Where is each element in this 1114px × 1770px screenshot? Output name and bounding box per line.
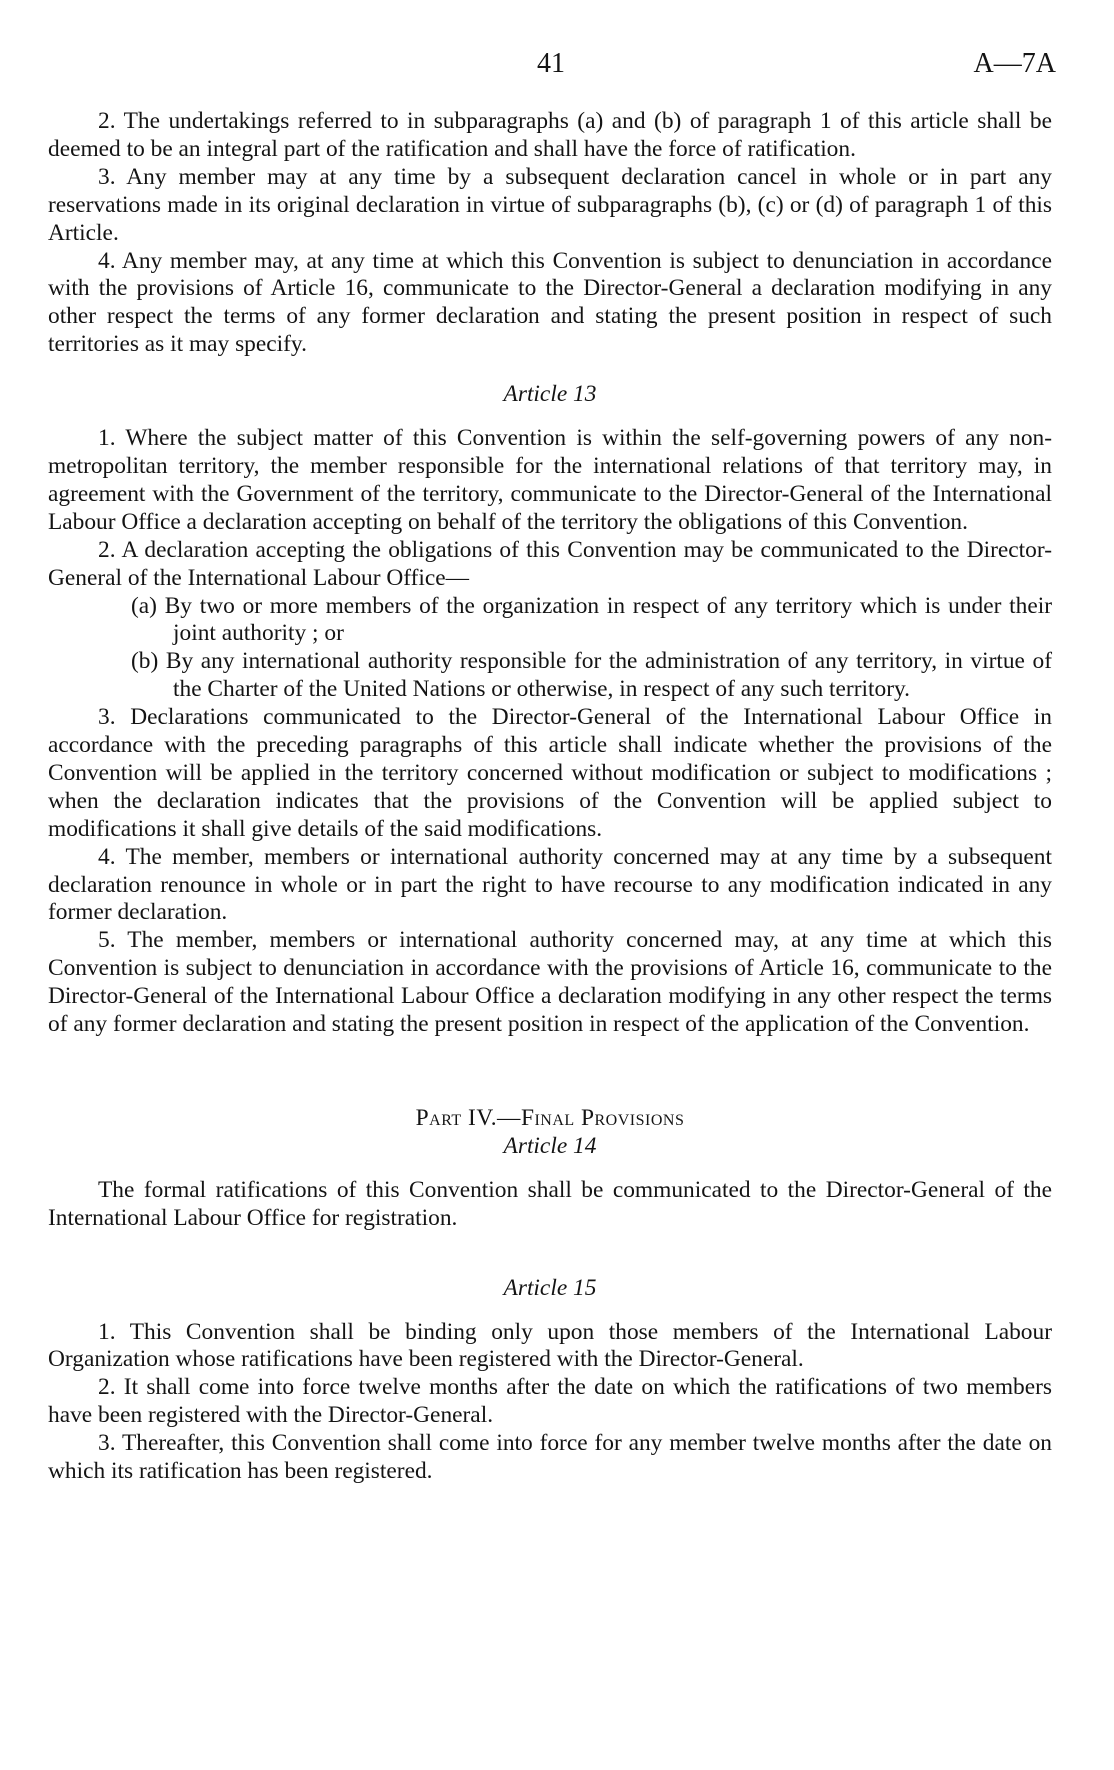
art14-paragraph-1: The formal ratifications of this Convention shall be communicated to the Director-General of the International Labour Office for registration. xyxy=(48,1176,1052,1231)
article-13-heading: Article 13 xyxy=(503,381,597,408)
art13-item-a: (a) By two or more members of the organization in respect of any territory which is under their joint authority ; or xyxy=(131,592,1052,647)
art13-paragraph-1: 1. Where the subject matter of this Convention is within the self-governing powers of any non-metropolitan territory, the member responsible for the international relations of that territory may, in agreement with the Government of the territory, communicate to the Director-General of the International Labour Office a declaration accepting on behalf of the territory the obligations of this Convention. xyxy=(48,425,1052,535)
art13-paragraph-4: 4. The member, members or international authority concerned may at any time by a subsequent declaration renounce in whole or in part the right to have recourse to any modification indicated in any former declaration. xyxy=(48,843,1052,926)
document-body xyxy=(48,108,1052,1486)
article-15-heading: Article 15 xyxy=(503,1274,597,1301)
article-14-heading: Article 14 xyxy=(503,1132,597,1159)
art13-item-b: (b) By any international authority responsible for the administration of any territory, in virtue of the Charter of the United Nations or otherwise, in respect of any such territory. xyxy=(131,648,1052,703)
art13-paragraph-2: 2. A declaration accepting the obligations of this Convention may be communicated to the Director-General of the International Labour Office— xyxy=(48,536,1052,591)
page-reference: A—7A xyxy=(973,48,1056,79)
art15-paragraph-3: 3. Thereafter, this Convention shall come into force for any member twelve months after the date on which its ratification has been registered. xyxy=(48,1430,1052,1485)
art12-paragraph-3: 3. Any member may at any time by a subsequent declaration cancel in whole or in part any reservations made in its original declaration in virtue of subparagraphs (b), (c) or (d) of paragraph 1 of this Article. xyxy=(48,163,1052,246)
art12-paragraph-4: 4. Any member may, at any time at which this Convention is subject to denunciation in accordance with the provisions of Article 16, communicate to the Director-General a declaration modifying in any other respect the terms of any former declaration and stating the present position in respect of such territories as it may specify. xyxy=(48,247,1052,358)
art12-paragraph-2: 2. The undertakings referred to in subparagraphs (a) and (b) of paragraph 1 of this article shall be deemed to be an integral part of the ratification and shall have the force of ratification. xyxy=(48,108,1052,162)
art13-paragraph-3: 3. Declarations communicated to the Director-General of the International Labour Office in accordance with the preceding paragraphs of this article shall indicate whether the provisions of the Convention will be applied in the territory concerned without modification or subject to modifications ; when the declaration indicates that the provisions of the Convention will be applied subject to modifications it shall give details of the said modifications. xyxy=(48,704,1052,842)
art15-paragraph-1: 1. This Convention shall be binding only upon those members of the International Labour Organization whose ratifications have been registered with the Director-General. xyxy=(48,1318,1052,1373)
part-4-heading: Part IV.—Final Provisions xyxy=(415,1105,685,1131)
art13-paragraph-5: 5. The member, members or international authority concerned may, at any time at which this Convention is subject to denunciation in accordance with the provisions of Article 16, communicate to the Director-General of the International Labour Office a declaration modifying in any other respect the terms of any former declaration and stating the present position in respect of the application of the Convention. xyxy=(48,927,1052,1038)
art15-paragraph-2: 2. It shall come into force twelve months after the date on which the ratifications of two members have been registered with the Director-General. xyxy=(48,1374,1052,1429)
page-header xyxy=(0,48,1114,88)
page-number: 41 xyxy=(537,48,565,79)
